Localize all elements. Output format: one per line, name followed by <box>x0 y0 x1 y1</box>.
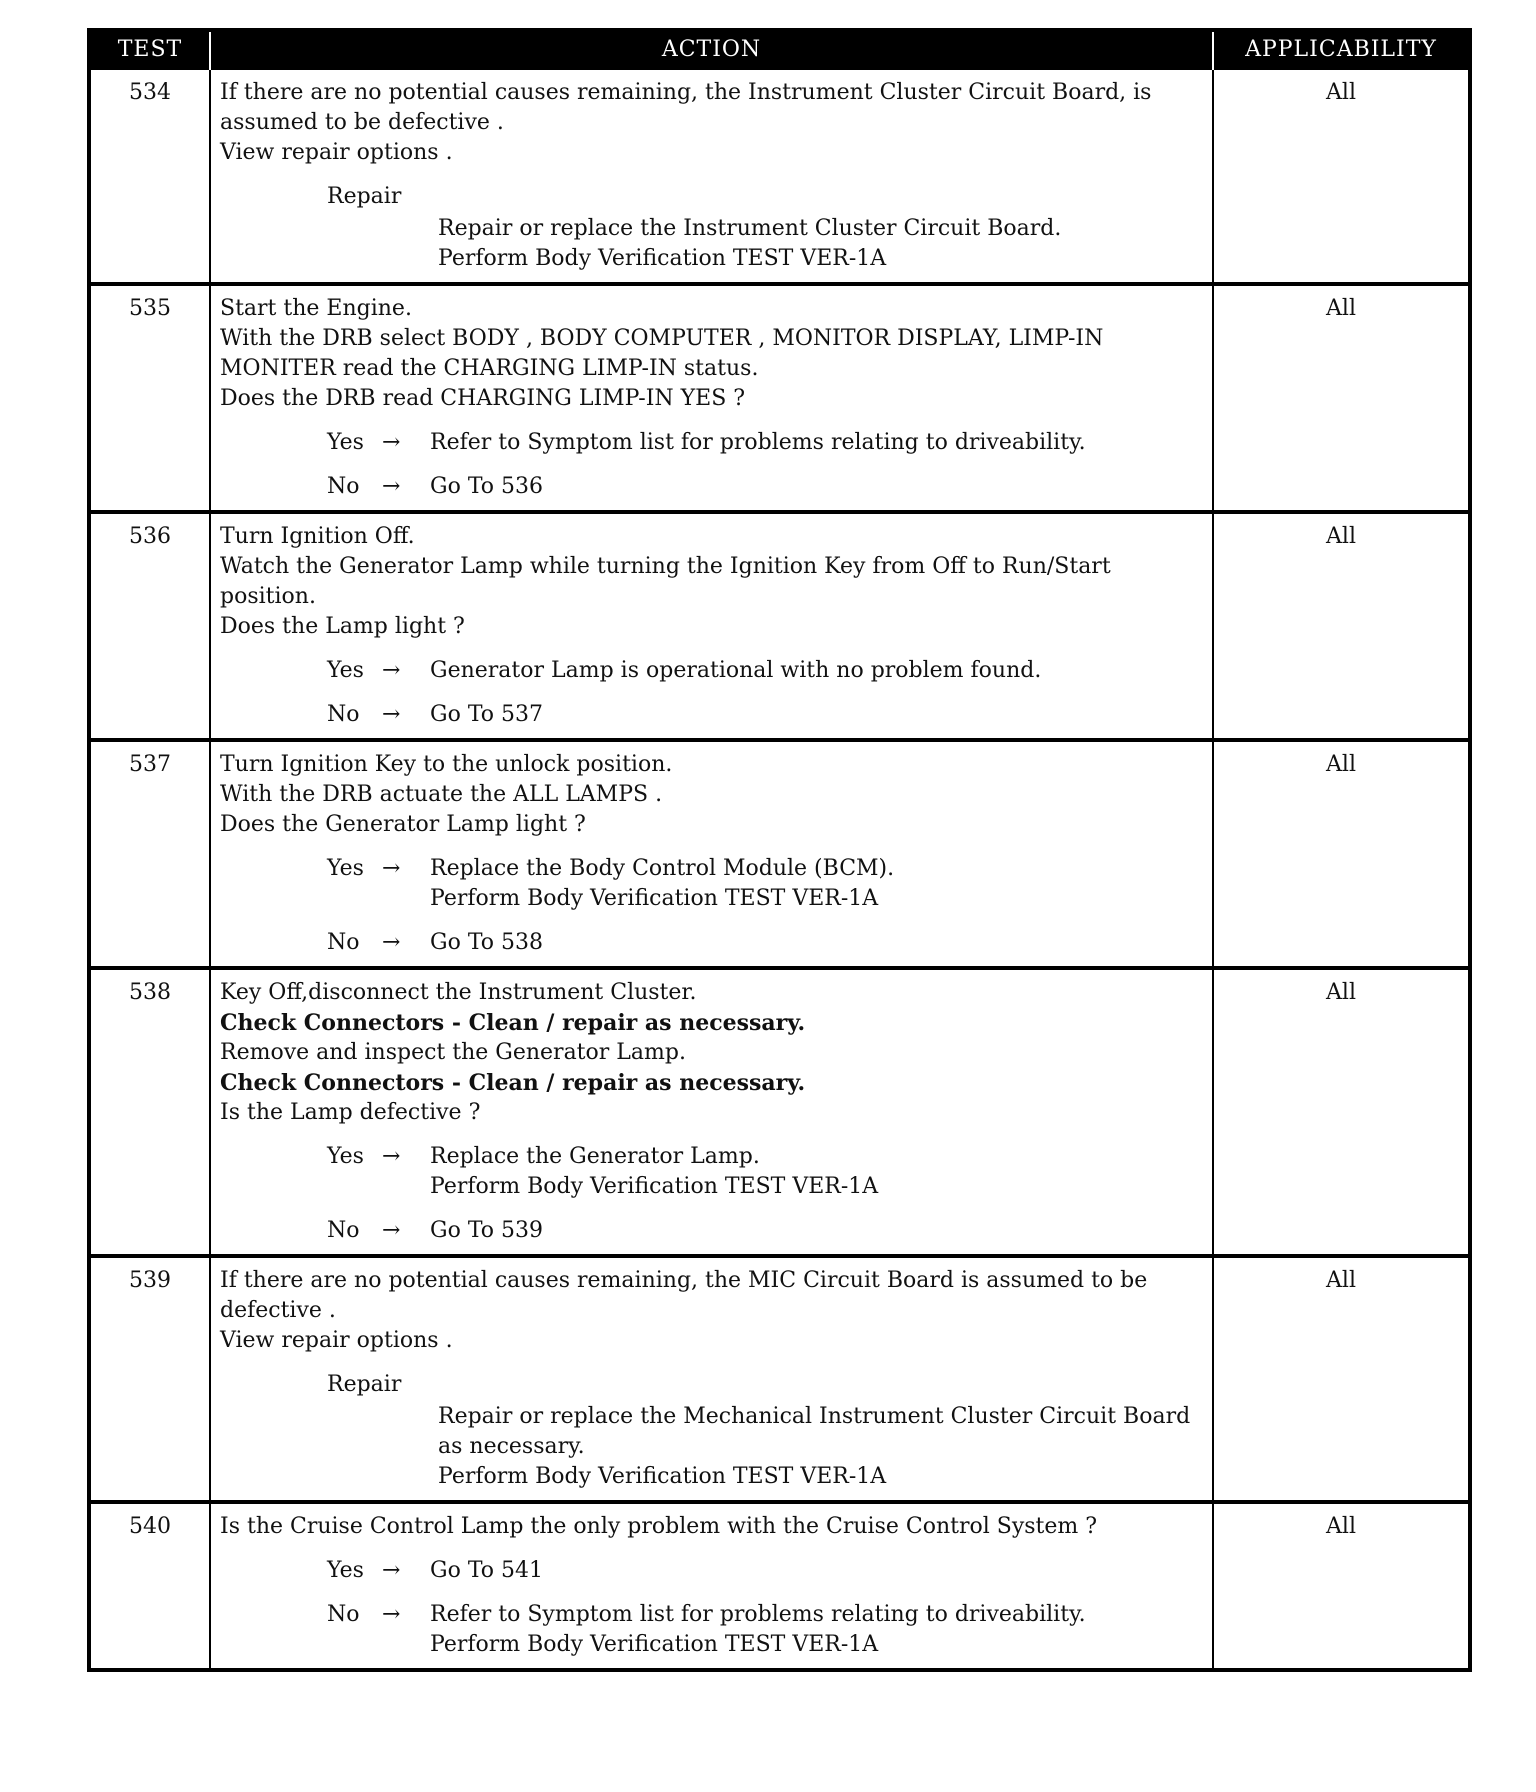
branch-line: Perform Body Verification TEST VER-1A <box>430 886 879 911</box>
action-line: Watch the Generator Lamp while turning the Ignition Key from Off to Run/Start position. <box>220 554 1111 609</box>
repair-line: Repair or replace the Instrument Cluster Circuit Board. <box>438 216 1062 241</box>
applicability-value: All <box>1213 740 1470 968</box>
action-line: Does the Generator Lamp light ? <box>220 812 586 837</box>
branch-label: Yes <box>327 430 364 455</box>
branch-text <box>430 1142 1204 1202</box>
branch-line: Go To 538 <box>430 930 544 955</box>
repair-instructions <box>438 214 1204 274</box>
applicability-value: All <box>1213 1502 1470 1670</box>
action-cell <box>210 1256 1213 1502</box>
action-cell <box>210 284 1213 512</box>
test-number: 537 <box>89 740 210 968</box>
no-branch <box>327 1216 1204 1246</box>
right-arrow-icon: → <box>382 856 401 881</box>
yes-branch <box>327 428 1204 458</box>
action-line: Does the DRB read CHARGING LIMP-IN YES ? <box>220 386 746 411</box>
branch-line: Generator Lamp is operational with no problem found. <box>430 658 1042 683</box>
applicability-value: All <box>1213 284 1470 512</box>
no-branch <box>327 928 1204 958</box>
diagnostic-test-table <box>87 28 1472 1672</box>
right-arrow-icon: → <box>382 1218 401 1243</box>
table-row <box>89 284 1470 512</box>
header-action: ACTION <box>210 30 1213 69</box>
header-row <box>89 30 1470 69</box>
branch-text <box>430 854 1204 914</box>
branch-label: No <box>327 702 360 727</box>
branch-label: Yes <box>327 658 364 683</box>
warning-line: Check Connectors - Clean / repair as necessary. <box>220 1010 806 1036</box>
action-line: Key Off,disconnect the Instrument Cluster. <box>220 980 697 1005</box>
right-arrow-icon: → <box>382 474 401 499</box>
branch-label: Yes <box>327 1144 364 1169</box>
action-cell <box>210 740 1213 968</box>
action-line: View repair options . <box>220 140 453 165</box>
action-cell <box>210 1502 1213 1670</box>
yes-branch <box>327 854 1204 914</box>
right-arrow-icon: → <box>382 1602 401 1627</box>
table-header <box>89 30 1470 69</box>
branch-label: No <box>327 1218 360 1243</box>
header-test: TEST <box>89 30 210 69</box>
action-cell <box>210 69 1213 284</box>
test-number: 538 <box>89 968 210 1256</box>
action-line: Turn Ignition Off. <box>220 524 415 549</box>
right-arrow-icon: → <box>382 702 401 727</box>
table-row <box>89 1502 1470 1670</box>
right-arrow-icon: → <box>382 930 401 955</box>
branch-line: Go To 537 <box>430 702 544 727</box>
branch-text <box>430 1216 1204 1246</box>
test-number: 536 <box>89 512 210 740</box>
test-number: 534 <box>89 69 210 284</box>
branch-text <box>430 656 1204 686</box>
header-applicability: APPLICABILITY <box>1213 30 1470 69</box>
repair-instructions <box>438 1402 1204 1492</box>
branch-line: Perform Body Verification TEST VER-1A <box>430 1174 879 1199</box>
right-arrow-icon: → <box>382 1558 401 1583</box>
branch-line: Go To 541 <box>430 1558 544 1583</box>
branch-text <box>430 428 1204 458</box>
repair-line: Perform Body Verification TEST VER-1A <box>438 1464 887 1489</box>
applicability-value: All <box>1213 1256 1470 1502</box>
yes-branch <box>327 1142 1204 1202</box>
warning-line: Check Connectors - Clean / repair as necessary. <box>220 1070 806 1096</box>
no-branch <box>327 1600 1204 1660</box>
branch-line: Perform Body Verification TEST VER-1A <box>430 1632 879 1657</box>
right-arrow-icon: → <box>382 658 401 683</box>
test-number: 539 <box>89 1256 210 1502</box>
applicability-value: All <box>1213 69 1470 284</box>
table-row <box>89 69 1470 284</box>
branch-label: Yes <box>327 1558 364 1583</box>
applicability-value: All <box>1213 512 1470 740</box>
branch-line: Replace the Body Control Module (BCM). <box>430 856 895 881</box>
action-line: With the DRB actuate the ALL LAMPS . <box>220 782 663 807</box>
repair-line: Repair or replace the Mechanical Instrument Cluster Circuit Board as necessary. <box>438 1404 1191 1459</box>
repair-line: Perform Body Verification TEST VER-1A <box>438 246 887 271</box>
action-line: If there are no potential causes remaining, the MIC Circuit Board is assumed to be defective . <box>220 1268 1148 1323</box>
repair-label: Repair <box>327 184 402 209</box>
branch-label: Yes <box>327 856 364 881</box>
branch-label: No <box>327 930 360 955</box>
action-line: View repair options . <box>220 1328 453 1353</box>
branch-line: Refer to Symptom list for problems relating to driveability. <box>430 430 1086 455</box>
action-cell <box>210 512 1213 740</box>
action-cell <box>210 968 1213 1256</box>
action-line: Is the Lamp defective ? <box>220 1100 481 1125</box>
test-number: 535 <box>89 284 210 512</box>
action-line: With the DRB select BODY , BODY COMPUTER , MONITOR DISPLAY, LIMP-IN MONITER read the CHARGING LIMP-IN status. <box>220 326 1104 381</box>
action-line: If there are no potential causes remaining, the Instrument Cluster Circuit Board, is assumed to be defective . <box>220 80 1152 135</box>
branch-line: Replace the Generator Lamp. <box>430 1144 760 1169</box>
branch-text <box>430 1556 1204 1586</box>
table-row <box>89 512 1470 740</box>
no-branch <box>327 472 1204 502</box>
repair-label: Repair <box>327 1372 402 1397</box>
action-line: Is the Cruise Control Lamp the only problem with the Cruise Control System ? <box>220 1514 1098 1539</box>
table-row <box>89 968 1470 1256</box>
action-line: Does the Lamp light ? <box>220 614 465 639</box>
right-arrow-icon: → <box>382 1144 401 1169</box>
branch-text <box>430 472 1204 502</box>
branch-label: No <box>327 1602 360 1627</box>
branch-line: Go To 536 <box>430 474 544 499</box>
branch-text <box>430 700 1204 730</box>
branch-line: Refer to Symptom list for problems relating to driveability. <box>430 1602 1086 1627</box>
action-line: Remove and inspect the Generator Lamp. <box>220 1040 686 1065</box>
table-body <box>89 69 1470 1670</box>
yes-branch <box>327 656 1204 686</box>
branch-label: No <box>327 474 360 499</box>
table-row <box>89 1256 1470 1502</box>
table-row <box>89 740 1470 968</box>
branch-text <box>430 928 1204 958</box>
action-line: Turn Ignition Key to the unlock position. <box>220 752 673 777</box>
right-arrow-icon: → <box>382 430 401 455</box>
no-branch <box>327 700 1204 730</box>
branch-line: Go To 539 <box>430 1218 544 1243</box>
test-number: 540 <box>89 1502 210 1670</box>
branch-text <box>430 1600 1204 1660</box>
yes-branch <box>327 1556 1204 1586</box>
applicability-value: All <box>1213 968 1470 1256</box>
action-line: Start the Engine. <box>220 296 412 321</box>
